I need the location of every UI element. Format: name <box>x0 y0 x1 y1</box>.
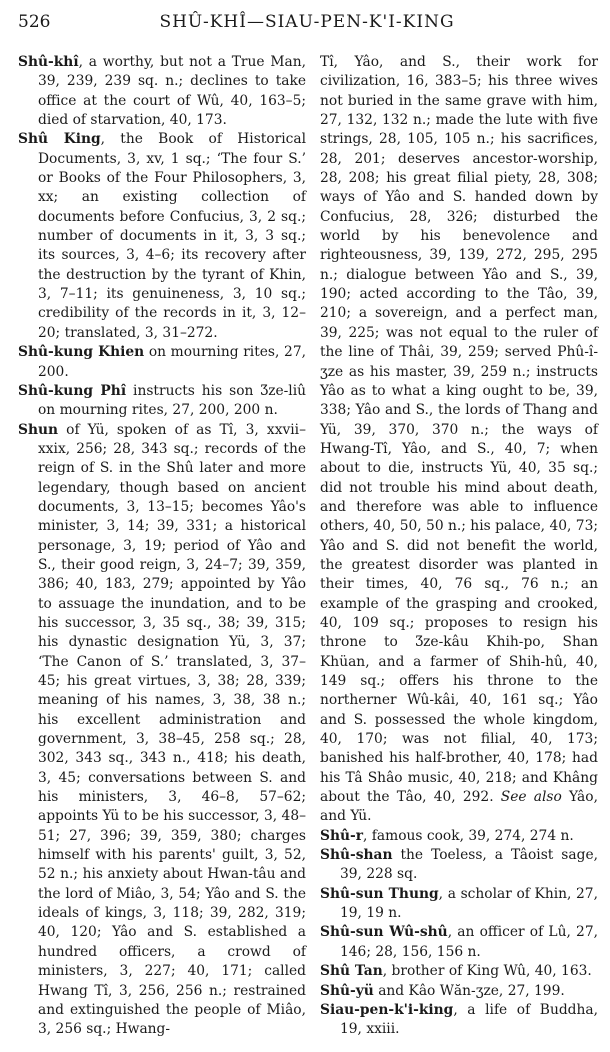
index-entry-shu-sun-wu-shu <box>320 923 598 962</box>
entry-headword: Shû-r <box>320 827 364 844</box>
entry-headword: Shû-kung Phî <box>18 382 127 399</box>
index-entry-shu-kung-khien <box>18 343 306 382</box>
running-title: SHÛ-KHÎ—SIAU-PEN-K'I-KING <box>159 12 455 32</box>
index-entry-siau-pen-ki-king <box>320 1001 598 1040</box>
entry-headword: Shun <box>18 421 59 438</box>
entry-headword: Shû-khî <box>18 54 79 70</box>
see-also-label: See also <box>500 789 562 806</box>
entry-headword: Shû Tan <box>320 963 383 980</box>
entry-headword: Shû-shan <box>320 847 393 864</box>
entry-text: , a worthy, but not a True Man, 39, 239, 239 sq. n.; declines to take office at the court of Wû, 40, 163–5; died of starvation, 40, 173. <box>38 54 306 129</box>
entry-headword: Shû-kung Khien <box>18 344 145 361</box>
entry-text: , a scholar of Khin, 27, 19, 19 n. <box>340 885 598 922</box>
left-column <box>18 53 306 1040</box>
index-entry-shu-khi <box>18 53 306 130</box>
index-entry-shu-tan <box>320 962 598 981</box>
entry-text: , a life of Buddha, 19, xxiii. <box>340 1001 598 1038</box>
shun-entry-continuation <box>320 53 598 827</box>
index-entry-shu-shan <box>320 846 598 885</box>
entry-headword: Shû King <box>18 131 101 148</box>
index-entry-shu-kung-phi <box>18 382 306 421</box>
entry-text: , brother of King Wû, 40, 163. <box>382 963 592 980</box>
continuation-text: Tî, Yâo, and S., their work for civilization, 16, 383–5; his three wives not buried in the same grave with him, 27, 132, 132 n.; made the lute with five strings, 28, 105, 105 n.; his sacrifices, 28, 201; deserves ancestor-worship, 28, 208; his great filial piety, 28, 308; ways of Yâo and S. handed down by Confucius, 28, 326; disturbed the world by his benevolence and righteousness, 39, 139, 272, 295, 295 n.; dialogue between Yâo and S., 39, 190; acted according to the Tâo, 39, 210; a sovereign, and a perfect man, 39, 225; was not equal to the ruler of the line of Thâi, 39, 259; served Phû-î-ʒze as his master, 39, 259 n.; instructs Yâo as to what a king ought to be, 39, 338; Yâo and S., the lords of Thang and Yü, 39, 370, 370 n.; the ways of Hwang-Tî, Yâo, and S., 40, 7; when about to die, instructs Yü, 40, 35 sq.; did not trouble his mind about death, and therefore was able to influence others, 40, 50, 50 n.; his palace, 40, 73; Yâo and S. did not benefit the world, the greatest disorder was planted in their times, 40, 76 sq., 76 n.; an example of the grasping and crooked, 40, 109 sq.; proposes to resign his throne to Ʒze-kâu Khih-po, Shan Khüan, and a farmer of Shih-hû, 40, 149 sq.; offers his throne to the northerner Wû-kâi, 40, 161 sq.; Yâo and S. possessed the whole kingdom, 40, 170; was not filial, 40, 173; banished his half-brother, 40, 178; had his Tâ Shâo music, 40, 218; and Khâng about the Tâo, 40, 292. <box>320 54 598 806</box>
entry-text: of Yü, spoken of as Tî, 3, xxvii–xxix, 256; 28, 343 sq.; records of the reign of S. in the Shû later and more legendary, though based on ancient documents, 3, 13–15; becomes Yâo's minister, 3, 14; 39, 331; a historical personage, 3, 19; period of Yâo and S., their good reign, 3, 24–7; 39, 359, 386; 40, 183, 279; appointed by Yâo to assuage the inundation, and to be his successor, 3, 35 sq., 38; 39, 315; his dynastic designation Yü, 3, 37; ‘The Canon of S.’ translated, 3, 37–45; his great virtues, 3, 38; 28, 339; meaning of his names, 3, 38, 38 n.; his excellent administration and government, 3, 38–45, 258 sq.; 28, 302, 343 sq., 343 n., 418; his death, 3, 45; conversations between S. and his ministers, 3, 46–8, 57–62; appoints Yü to be his successor, 3, 48–51; 27, 396; 39, 359, 380; charges himself with his parents' guilt, 3, 52, 52 n.; his anxiety about Hwan-tâu and the lord of Miâo, 3, 54; Yâo and S. the ideals of kings, 3, 118; 39, 282, 319; 40, 120; Yâo and S. established a hundred officers, a crowd of ministers, 3, 227; 40, 171; called Hwang Tî, 3, 256, 256 n.; restrained and extinguished the people of Miâo, 3, 256 sq.; Hwang- <box>38 421 306 1038</box>
entry-text: , an officer of Lû, 27, 146; 28, 156, 156 n. <box>340 924 598 960</box>
page-number: 526 <box>18 12 51 32</box>
index-entry-shu-r <box>320 827 598 846</box>
entry-text: , the Book of Historical Documents, 3, xv, 1 sq.; ‘The four S.’ or Books of the Four Philosophers, 3, xx; an existing collection of documents before Confucius, 3, 2 sq.; number of documents in it, 3, 3 sq.; its sources, 3, 4–6; its recovery after the destruction by the tyrant of Khin, 3, 7–11; its genuineness, 3, 10 sq.; credibility of the records in it, 3, 12–20; translated, 3, 31–272. <box>38 131 306 341</box>
right-column <box>320 53 598 1040</box>
entry-headword: Siau-pen-k'i-king <box>320 1001 454 1018</box>
entry-headword: Shû-yü <box>320 982 374 999</box>
entry-text: the Toeless, a Tâoist sage, 39, 228 sq. <box>340 847 598 883</box>
entry-text: , famous cook, 39, 274, 274 n. <box>363 827 574 844</box>
index-entry-shun <box>18 421 306 1040</box>
see-also-target: Yâo, and Yü. <box>320 789 598 825</box>
index-entry-shu-sun-thung <box>320 885 598 924</box>
page-header <box>18 12 596 40</box>
entry-text: and Kâo Wăn-ʒze, 27, 199. <box>373 982 565 999</box>
entry-headword: Shû-sun Thung <box>320 885 439 902</box>
index-entry-shu-yu <box>320 982 598 1001</box>
index-entry-shu-king <box>18 130 306 343</box>
entry-headword: Shû-sun Wû-shû <box>320 924 448 941</box>
entry-text: on mourning rites, 27, 200. <box>38 344 306 380</box>
entry-text: instructs his son Ʒze-liû on mourning rites, 27, 200, 200 n. <box>38 382 306 419</box>
